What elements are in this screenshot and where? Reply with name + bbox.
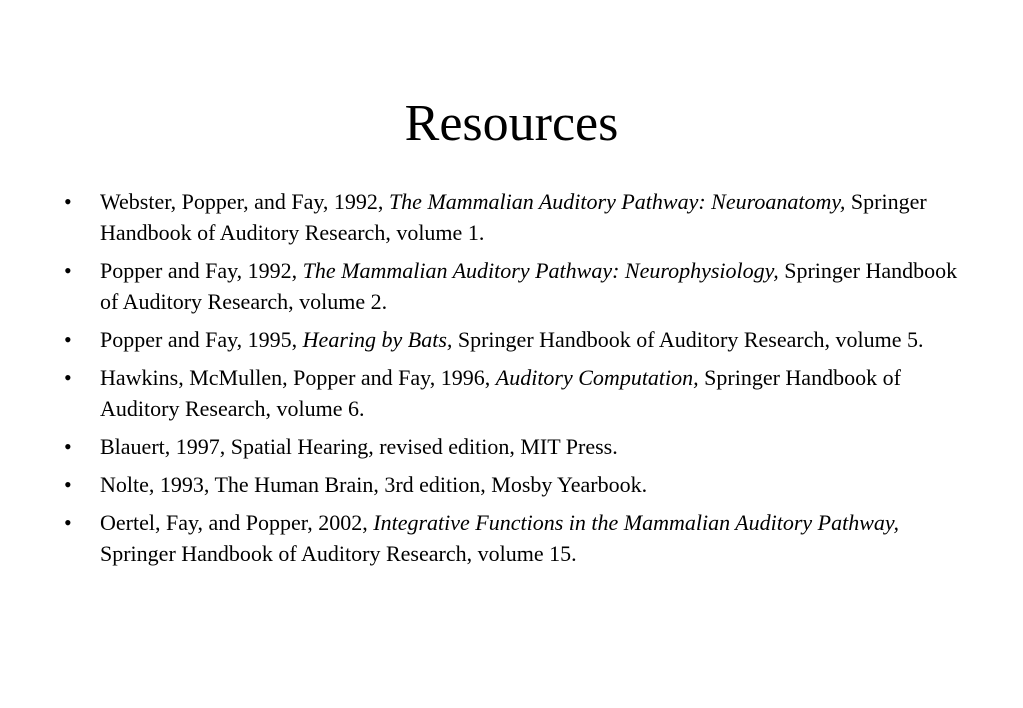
reference-authors-year: Oertel, Fay, and Popper, 2002,	[100, 510, 374, 535]
reference-title: Auditory Computation,	[495, 365, 699, 390]
reference-title: Integrative Functions in the Mammalian Auditory Pathway,	[373, 510, 899, 535]
reference-authors-year: Popper and Fay, 1995,	[100, 327, 303, 352]
reference-publication: Springer Handbook of Auditory Research, volume 6.	[100, 365, 901, 421]
reference-publication: Springer Handbook of Auditory Research, volume 2.	[100, 258, 958, 314]
reference-item	[62, 507, 962, 569]
reference-authors-year: Webster, Popper, and Fay, 1992,	[100, 189, 389, 214]
reference-publication: Springer Handbook of Auditory Research, volume 15.	[100, 541, 577, 566]
reference-title: The Mammalian Auditory Pathway: Neuroanatomy,	[388, 189, 846, 214]
reference-text: Blauert, 1997, Spatial Hearing, revised edition, MIT Press.	[100, 434, 618, 459]
reference-text: Nolte, 1993, The Human Brain, 3rd edition, Mosby Yearbook.	[100, 472, 648, 497]
bullet-icon: •	[64, 258, 72, 283]
reference-authors-year: Popper and Fay, 1992,	[100, 258, 303, 283]
reference-item	[62, 324, 962, 355]
reference-publication: Springer Handbook of Auditory Research, volume 1.	[100, 189, 927, 245]
reference-authors-year: Hawkins, McMullen, Popper and Fay, 1996,	[100, 365, 496, 390]
reference-title: Hearing by Bats,	[302, 327, 453, 352]
reference-item	[62, 255, 962, 317]
bullet-icon: •	[64, 189, 72, 214]
bullet-icon: •	[64, 327, 72, 352]
reference-list	[62, 186, 962, 576]
reference-title: The Mammalian Auditory Pathway: Neurophysiology,	[302, 258, 779, 283]
reference-publication: Springer Handbook of Auditory Research, volume 5.	[452, 327, 924, 352]
reference-item	[62, 431, 962, 462]
reference-item	[62, 362, 962, 424]
bullet-icon: •	[64, 434, 72, 459]
slide-title: Resources	[404, 95, 619, 152]
reference-item	[62, 186, 962, 248]
bullet-icon: •	[64, 510, 72, 535]
bullet-icon: •	[64, 365, 72, 390]
bullet-icon: •	[64, 472, 72, 497]
reference-item	[62, 469, 962, 500]
